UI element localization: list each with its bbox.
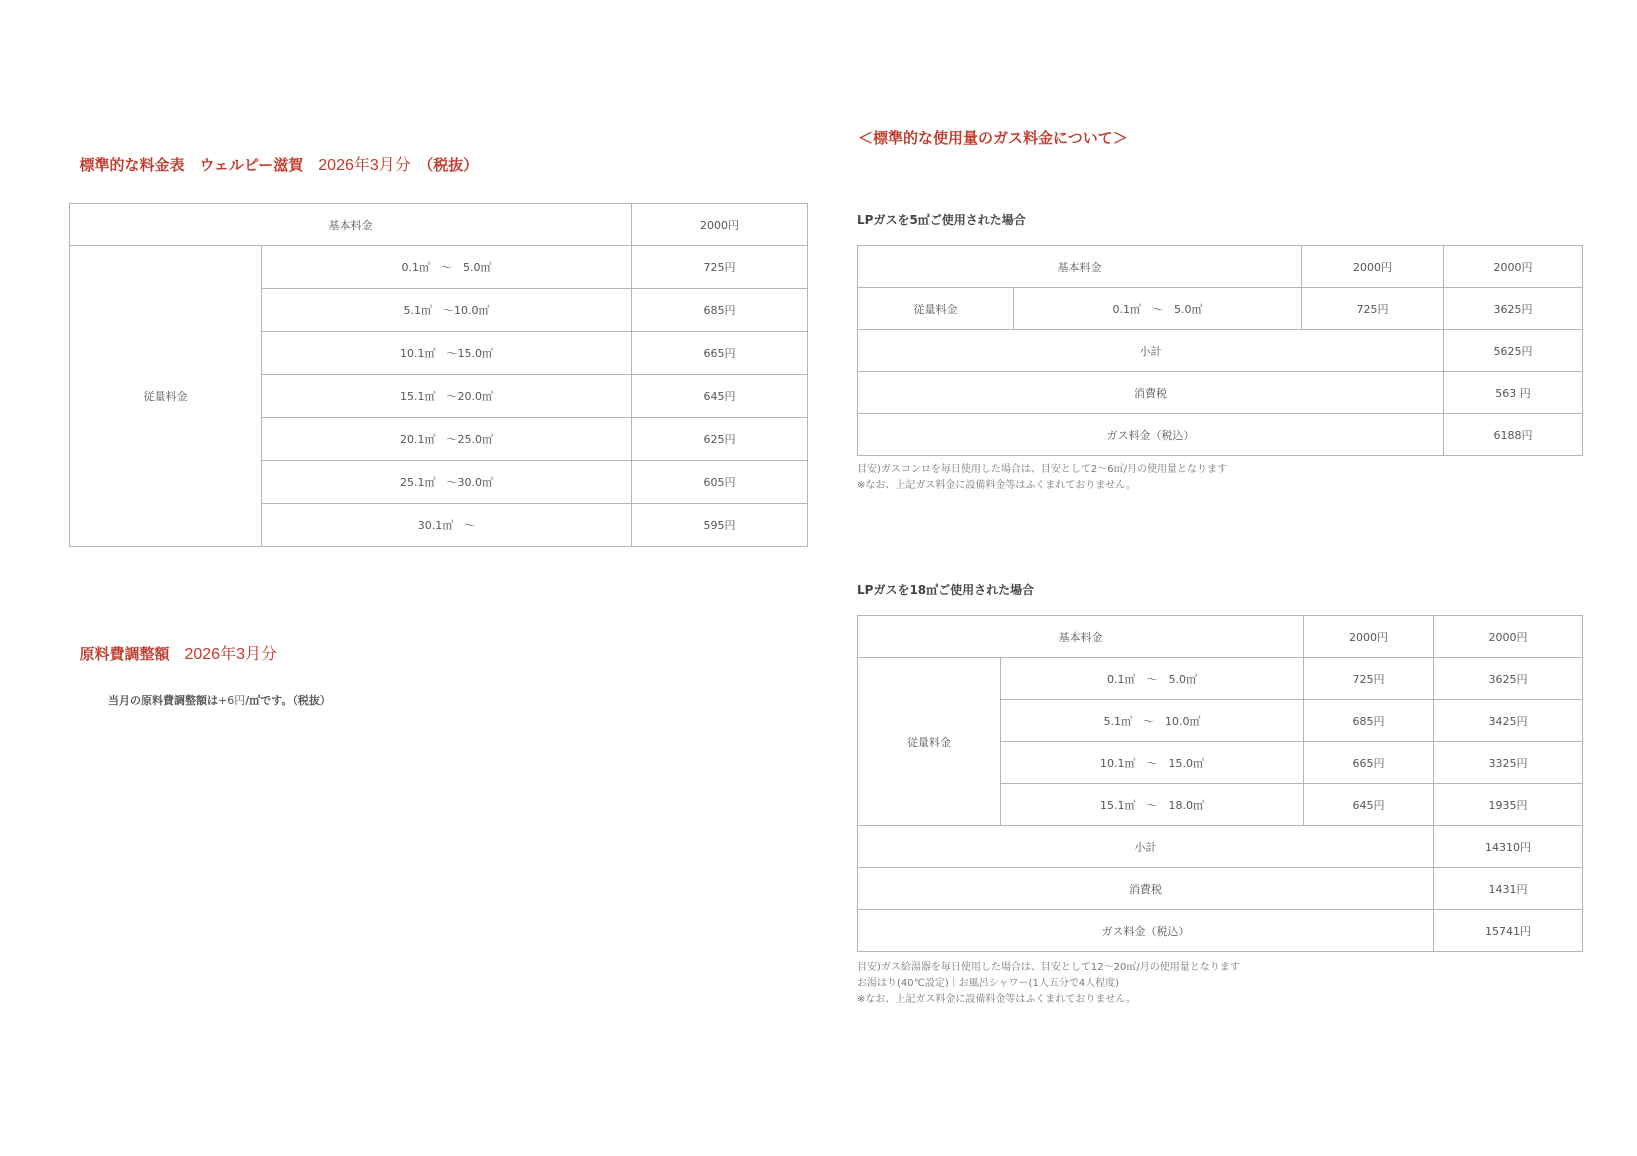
tier-price: 595円 [632,504,808,547]
tier-price: 725円 [632,246,808,289]
standard-usage-title: ＜標準的な使用量のガス料金について＞ [858,129,1128,147]
base-fee-unit: 2000円 [1304,616,1434,658]
total-label: ガス料金（税込） [858,910,1434,952]
usage-total: 3625円 [1444,288,1583,330]
usage-fee-label: 従量料金 [70,246,262,547]
table-row [858,658,1583,700]
tax-value: 1431円 [1434,868,1583,910]
note-line: 目安)ガスコンロを毎日使用した場合は、目安として2～6㎥/月の使用量となります [857,464,1227,475]
adjustment-title-date: 2026年3月分 [184,646,277,663]
base-fee-unit: 2000円 [1302,246,1444,288]
tier-range: 0.1㎥ ～ 5.0㎥ [262,246,632,289]
subtotal-value: 5625円 [1444,330,1583,372]
case2-table [857,615,1583,952]
table-row [858,616,1583,658]
usage-total: 3625円 [1434,658,1583,700]
rate-table-title-date: 2026年3月分 [318,157,411,174]
usage-unit: 665円 [1304,742,1434,784]
table-row [858,330,1583,372]
table-row [858,372,1583,414]
tax-label: 消費税 [858,372,1444,414]
case2-notes [857,960,1240,1008]
tier-range: 15.1㎥ ～20.0㎥ [262,375,632,418]
table-row [858,826,1583,868]
adjustment-title [69,623,277,664]
rate-table [69,203,808,547]
base-fee-label: 基本料金 [70,204,632,246]
tier-range: 20.1㎥ ～25.0㎥ [262,418,632,461]
base-fee-total: 2000円 [1444,246,1583,288]
subtotal-label: 小計 [858,826,1434,868]
base-fee-total: 2000円 [1434,616,1583,658]
base-fee-label: 基本料金 [858,616,1304,658]
table-row [858,246,1583,288]
tier-range: 25.1㎥ ～30.0㎥ [262,461,632,504]
usage-unit: 645円 [1304,784,1434,826]
adjustment-value: +6円 [218,694,246,707]
rate-table-title-text: 標準的な料金表 ウェルピー滋賀 [79,156,304,174]
usage-total: 3325円 [1434,742,1583,784]
table-row [70,246,808,289]
tier-price: 605円 [632,461,808,504]
usage-total: 1935円 [1434,784,1583,826]
note-line: 目安)ガス給湯器を毎日使用した場合は、目安として12～20㎥/月の使用量となります [857,962,1240,973]
rate-table-base-row [70,204,808,246]
table-row [858,288,1583,330]
tier-range: 5.1㎥ ～10.0㎥ [262,289,632,332]
usage-range: 10.1㎥ ～ 15.0㎥ [1001,742,1304,784]
usage-unit: 725円 [1304,658,1434,700]
usage-fee-label: 従量料金 [858,658,1001,826]
usage-range: 0.1㎥ ～ 5.0㎥ [1014,288,1302,330]
tier-price: 625円 [632,418,808,461]
tier-price: 685円 [632,289,808,332]
table-row [858,910,1583,952]
rate-table-title-tax: （税抜） [425,156,479,174]
table-row [858,868,1583,910]
tier-price: 665円 [632,332,808,375]
total-value: 6188円 [1444,414,1583,456]
case1-notes [857,462,1227,494]
rate-table-title [69,134,478,175]
total-value: 15741円 [1434,910,1583,952]
tax-label: 消費税 [858,868,1434,910]
usage-total: 3425円 [1434,700,1583,742]
usage-range: 5.1㎥ ～ 10.0㎥ [1001,700,1304,742]
tier-range: 10.1㎥ ～15.0㎥ [262,332,632,375]
note-line: ※なお、上記ガス料金に設備料金等はふくまれておりません。 [857,994,1136,1005]
total-label: ガス料金（税込） [858,414,1444,456]
table-row [858,414,1583,456]
case2-heading: LPガスを18㎥ご使用された場合 [857,583,1035,597]
tier-price: 645円 [632,375,808,418]
adjustment-text-suffix: /㎥です。（税抜） [245,694,331,707]
adjustment-text-prefix: 当月の原料費調整額は [108,694,218,707]
usage-range: 0.1㎥ ～ 5.0㎥ [1001,658,1304,700]
adjustment-title-text: 原料費調整額 [79,645,170,663]
usage-unit: 725円 [1302,288,1444,330]
note-line: ※なお、上記ガス料金に設備料金等はふくまれておりません。 [857,480,1136,491]
subtotal-label: 小計 [858,330,1444,372]
adjustment-text [108,692,331,708]
tax-value: 563 円 [1444,372,1583,414]
base-fee-value: 2000円 [632,204,808,246]
case1-heading: LPガスを5㎥ご使用された場合 [857,213,1026,227]
subtotal-value: 14310円 [1434,826,1583,868]
usage-fee-label: 従量料金 [858,288,1014,330]
tier-range: 30.1㎥ ～ [262,504,632,547]
base-fee-label: 基本料金 [858,246,1302,288]
usage-unit: 685円 [1304,700,1434,742]
usage-range: 15.1㎥ ～ 18.0㎥ [1001,784,1304,826]
note-line: お湯はり(40℃設定)｜お風呂シャワー(1人五分で4人程度) [857,978,1120,989]
case1-table [857,245,1583,456]
